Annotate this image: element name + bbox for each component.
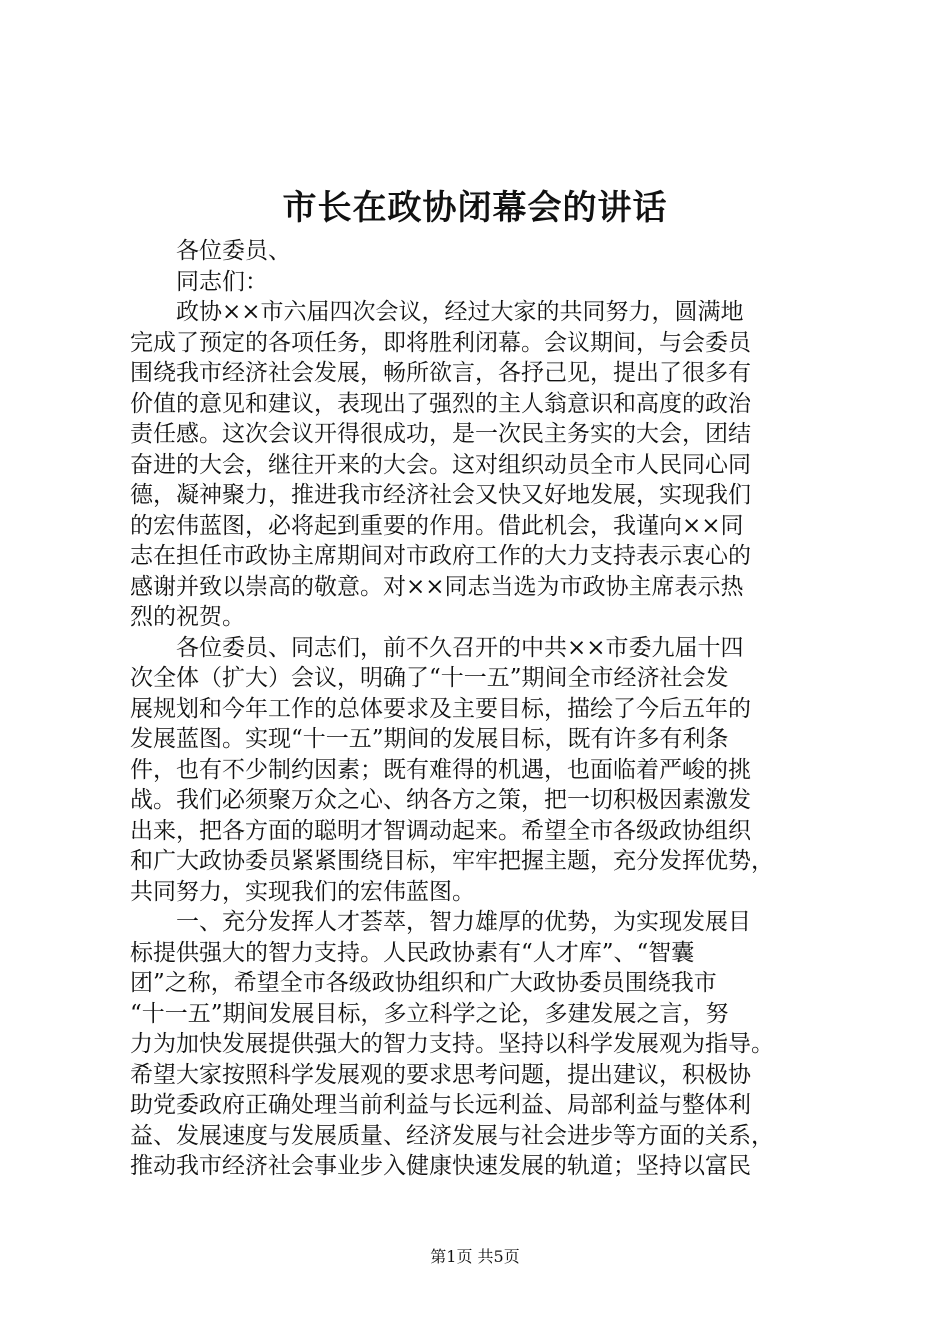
body-line: 烈的祝贺。: [130, 604, 245, 630]
body-line: 出来，把各方面的聪明才智调动起来。希望全市各级政协组织: [130, 817, 751, 844]
body-line: 奋进的大会，继往开来的大会。这对组织动员全市人民同心同: [130, 451, 751, 478]
body-line: 助党委政府正确处理当前利益与长远利益、局部利益与整体利: [130, 1092, 751, 1118]
body-line: 共同努力，实现我们的宏伟蓝图。: [130, 878, 475, 905]
body-line: 件，也有不少制约因素；既有难得的机遇，也面临着严峻的挑: [130, 756, 751, 783]
body-line: 次全体（扩大）会议，明确了“十一五”期间全市经济社会发: [130, 665, 729, 691]
body-line: 希望大家按照科学发展观的要求思考问题，提出建议，积极协: [130, 1061, 751, 1088]
body-line: 责任感。这次会议开得很成功，是一次民主务实的大会，团结: [130, 421, 751, 447]
body-line: 价值的意见和建议，表现出了强烈的主人翁意识和高度的政治: [130, 390, 751, 417]
body-line: 力为加快发展提供强大的智力支持。坚持以科学发展观为指导。: [130, 1031, 774, 1057]
body-line: 德，凝神聚力，推进我市经济社会又快又好地发展，实现我们: [130, 482, 751, 508]
body-line: 围绕我市经济社会发展，畅所欲言，各抒己见，提出了很多有: [130, 360, 751, 386]
body-line: 政协××市六届四次会议，经过大家的共同努力，圆满地: [176, 299, 744, 325]
body-line: 展规划和今年工作的总体要求及主要目标，描绘了今后五年的: [130, 695, 751, 722]
body-line: 益、发展速度与发展质量、经济发展与社会进步等方面的关系，: [130, 1122, 774, 1149]
body-line: 战。我们必须聚万众之心、纳各方之策，把一切积极因素激发: [130, 787, 751, 813]
body-line: 一、充分发挥人才荟萃，智力雄厚的优势，为实现发展目: [176, 909, 751, 935]
document-body: [130, 236, 830, 1182]
document-title: 市长在政协闭幕会的讲话: [282, 188, 668, 228]
body-line: 标提供强大的智力支持。人民政协素有“人才库”、“智囊: [130, 939, 695, 966]
body-line: 推动我市经济社会事业步入健康快速发展的轨道；坚持以富民: [130, 1153, 751, 1179]
body-line: 感谢并致以崇高的敬意。对××同志当选为市政协主席表示热: [130, 573, 744, 600]
body-line: 完成了预定的各项任务，即将胜利闭幕。会议期间，与会委员: [130, 329, 751, 356]
body-line: 的宏伟蓝图，必将起到重要的作用。借此机会，我谨向××同: [130, 512, 744, 539]
page-footer: 第1页 共5页: [430, 1247, 520, 1266]
body-line: 各位委员、同志们，前不久召开的中共××市委九届十四: [176, 634, 744, 661]
body-line: 同志们：: [176, 268, 268, 295]
body-line: “十一五”期间发展目标，多立科学之论，多建发展之言，努: [130, 1000, 729, 1027]
body-line: 团”之称，希望全市各级政协组织和广大政协委员围绕我市: [130, 970, 717, 996]
body-line: 志在担任市政协主席期间对市政府工作的大力支持表示衷心的: [130, 543, 751, 569]
body-line: 发展蓝图。实现“十一五”期间的发展目标，既有许多有利条: [130, 726, 729, 752]
body-line: 和广大政协委员紧紧围绕目标，牢牢把握主题，充分发挥优势，: [130, 848, 774, 874]
body-line: 各位委员、: [176, 238, 291, 264]
